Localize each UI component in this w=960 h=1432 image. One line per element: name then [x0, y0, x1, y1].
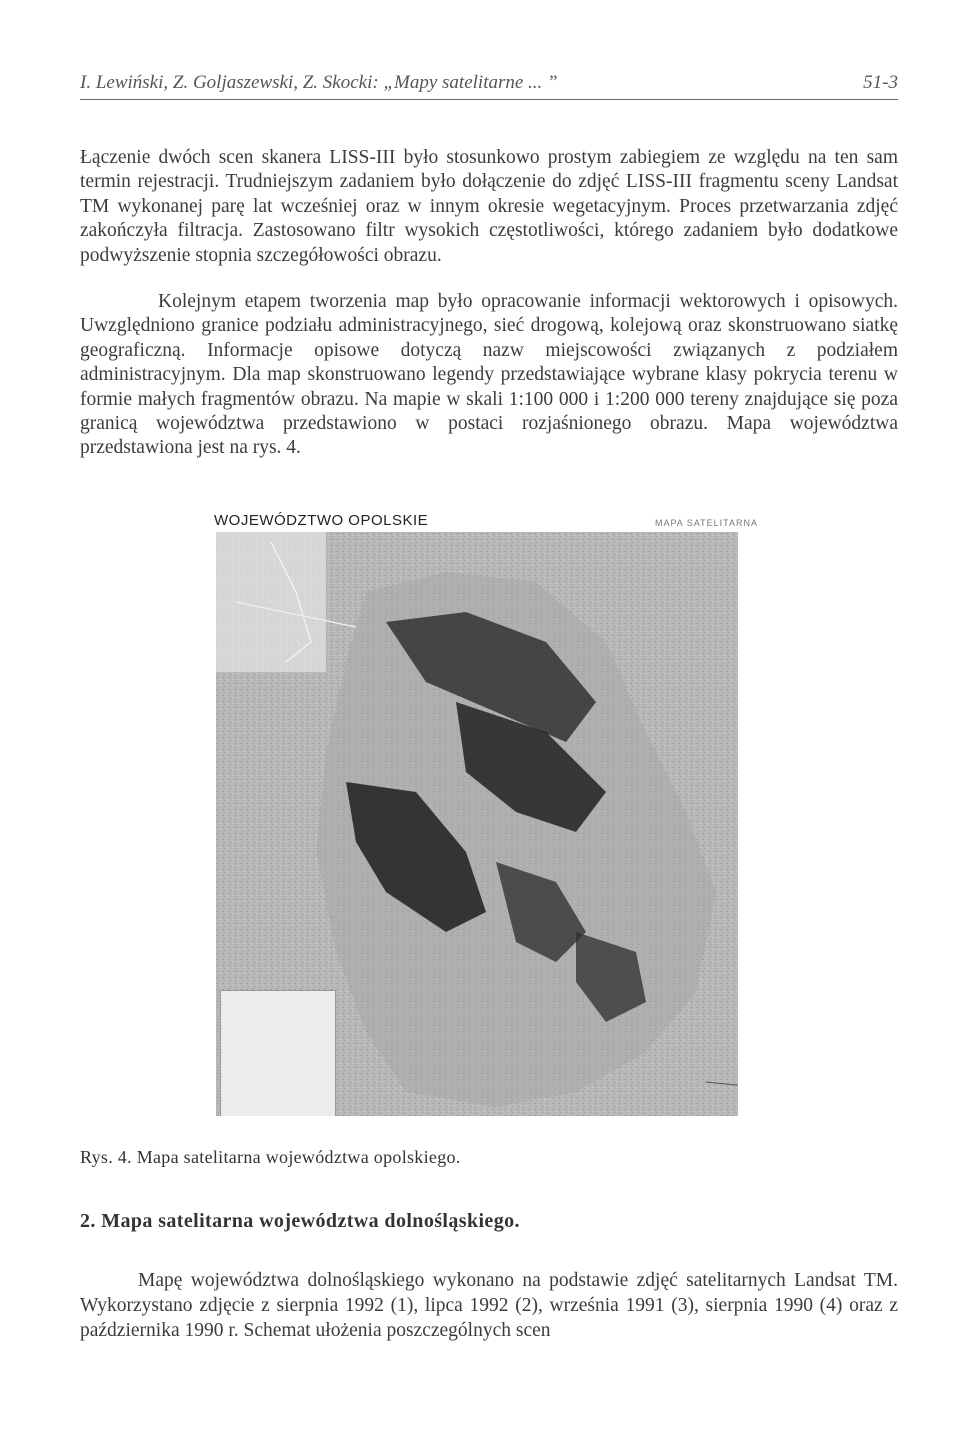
- figure-subtitle: MAPA SATELITARNA: [654, 518, 758, 528]
- section-title: 2. Mapa satelitarna województwa dolnośląskiego.: [80, 1210, 520, 1232]
- paragraph-3: Mapę województwa dolnośląskiego wykonano na podstawie zdjęć satelitarnych Landsat TM. Wykorzystano zdjęcie z sierpnia 1992 (1), lipca 1992 (2), września 1991 (3), sierpnia 1990 (4) oraz z października 1990 r. Schemat ułożenia poszczególnych scen: [80, 1270, 898, 1341]
- satellite-map-image: [216, 532, 738, 1116]
- running-header: [80, 72, 898, 100]
- paragraph-1: Łączenie dwóch scen skanera LISS-III było stosunkowo prostym zabiegiem ze względu na ten sam termin rejestracji. Trudniejszym zadaniem było dołączenie do zdjęć LISS-III fragmentu sceny Landsat TM wykonanej parę lat wcześniej oraz w innym okresie wegetacyjnym. Proces przetwarzania zdjęć zakończyła filtracja. Zastosowano filtr wysokich częstotliwości, którego zadaniem było dodatkowe podwyższenie stopnia szczegółowości obrazu.: [80, 147, 898, 266]
- figure-caption: Rys. 4. Mapa satelitarna województwa opolskiego.: [80, 1147, 461, 1167]
- paragraph-2: Kolejnym etapem tworzenia map było opracowanie informacji wektorowych i opisowych. Uwzględniono granice podziału administracyjnego, sieć drogową, kolejową oraz skonstruowano siatkę geograficzną. Informacje opisowe dotyczą nazw miejscowości związanych z podziałem administracyjnym. Dla map skonstruowano legendy przedstawiające wybrane klasy pokrycia terenu w formie małych fragmentów obrazu. Na mapie w skali 1:100 000 i 1:200 000 tereny znajdujące się poza granicą województwa przedstawiono w postaci rozjaśnionego obrazu. Mapa województwa przedstawiona jest na rys. 4.: [80, 291, 898, 459]
- figure-title: WOJEWÓDZTWO OPOLSKIE: [214, 512, 429, 529]
- map-legend: [220, 990, 336, 1116]
- header-page-number: 51-3: [863, 72, 898, 93]
- header-authors: I. Lewiński, Z. Goljaszewski, Z. Skocki: „Mapy satelitarne ... ”: [80, 72, 558, 93]
- figure-map: [210, 510, 770, 1125]
